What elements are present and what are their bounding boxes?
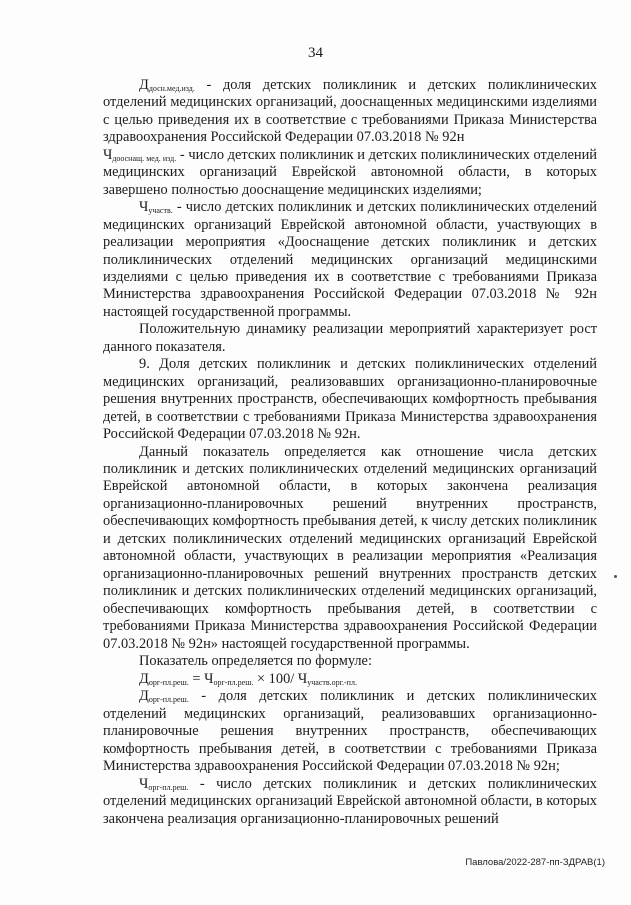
paragraph-text: - число детских поликлиник и детских поликлинических отделений медицинских организаций Еврейской автономной области, в которых завершено полностью дооснащение медицинских изделиями;: [103, 146, 598, 198]
document-body: [103, 77, 597, 828]
paragraph-text: - доля детских поликлиник и детских поликлинических отделений медицинских организаций, реализовавших организационно-планировочные решения внутренних пространств, обеспечивающих комфортность пребывания детей, в соответствии с требованиями Приказа Министерства здравоохранения Российской Федерации 07.03.2018 № 92н;: [103, 688, 597, 775]
variable-subscript: участв.: [148, 206, 173, 216]
variable-symbol: Ч: [103, 146, 113, 163]
formula-lhs-symbol: Д: [139, 671, 149, 688]
variable-subscript: дооснащ. мед. изд.: [112, 153, 177, 163]
paragraph-text: - доля детских поликлиник и детских поликлинических отделений медицинских организаций, дооснащенных медицинскими изделиями с целью приведения их в соответствие с требованиями Приказа Министерства здравоохранения Российской Федерации 07.03.2018 № 92н: [103, 77, 597, 146]
variable-symbol: Д: [139, 688, 149, 705]
variable-subscript: орг-пл.реш.: [148, 782, 189, 792]
scan-mark: [614, 575, 617, 578]
paragraph-count-org-plan: [103, 776, 597, 828]
variable-symbol: Д: [139, 77, 149, 93]
page-number: 34: [308, 45, 323, 61]
formula-equals: =: [188, 671, 205, 688]
paragraph-count-equipped: [103, 147, 597, 199]
formula-denominator-symbol: Ч: [297, 671, 308, 688]
paragraph-share-org-plan: [103, 688, 597, 775]
formula-operator: × 100/: [253, 671, 298, 688]
variable-symbol: Ч: [139, 199, 149, 216]
paragraph-indicator-definition: Данный показатель определяется как отношение числа детских поликлиник и детских поликлинических отделений медицинских организаций Еврейской автономной области, в которых закончена реализация организационно-планировочных решений внутренних пространств, обеспечивающих комфортность пребывания детей, к числу детских поликлиник и детских поликлинических отделений медицинских организаций Еврейской автономной области, участвующих в реализации мероприятия «Реализация организационно-планировочных решений внутренних пространств детских поликлиник и детских поликлинических отделений медицинских организаций, обеспечивающих комфортность пребывания детей, в соответствии с требованиями Приказа Министерства здравоохранения Российской Федерации 07.03.2018 № 92н» настоящей государственной программы.: [103, 443, 597, 652]
variable-subscript: досн.мед.изд.: [148, 84, 195, 93]
variable-symbol: Ч: [139, 775, 149, 792]
paragraph-text: - число детских поликлиник и детских поликлинических отделений медицинских организаций Еврейской автономной области, в которых закончена реализация организационно-планировочных решений: [103, 775, 597, 827]
paragraph-indicator-9-heading: 9. Доля детских поликлиник и детских поликлинических отделений медицинских организаций, реализовавших организационно-планировочные решения внутренних пространств, обеспечивающих комфортность пребывания детей, в соответствии с требованиями Приказа Министерства здравоохранения Российской Федерации 07.03.2018 № 92н.: [103, 356, 597, 443]
paragraph-positive-dynamics: Положительную динамику реализации мероприятий характеризует рост данного показателя.: [103, 321, 597, 355]
formula-denominator-subscript: участв.орг.-пл.: [307, 678, 357, 688]
variable-subscript: орг-пл.реш.: [148, 695, 189, 705]
formula-lhs-subscript: орг-пл.реш.: [148, 678, 189, 688]
paragraph-formula-intro: Показатель определяется по формуле:: [139, 652, 372, 669]
paragraph-count-participating: [103, 199, 597, 321]
formula-numerator-symbol: Ч: [204, 671, 214, 688]
paragraph-share-equipped: [103, 77, 597, 147]
paragraph-text: - число детских поликлиник и детских поликлинических отделений медицинских организаций Еврейской автономной области, участвующих в реализации мероприятия «Дооснащение детских поликлиник и детских поликлинических отделений медицинских организаций медицинскими изделиями с целью приведения их в соответствие с требованиями Приказа Министерства здравоохранения Российской Федерации 07.03.2018 № 92н настоящей государственной программы.: [103, 199, 597, 320]
formula: [103, 670, 597, 688]
document-footer-code: Павлова/2022-287-пп-ЗДРАВ(1): [465, 857, 605, 868]
formula-numerator-subscript: орг-пл.реш.: [213, 678, 254, 688]
